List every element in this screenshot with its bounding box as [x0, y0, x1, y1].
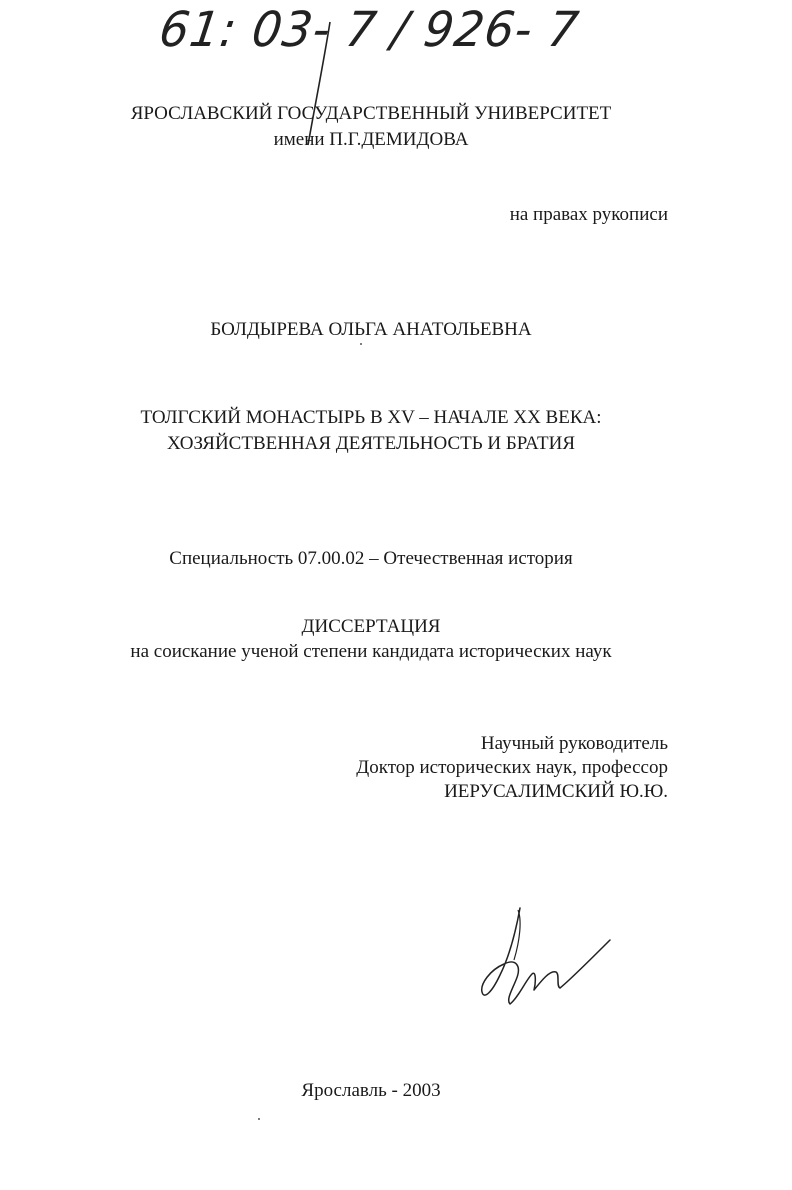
dissertation-label: ДИССЕРТАЦИЯ [301, 616, 441, 637]
signature-icon [470, 900, 620, 1020]
dissertation-title-line2: ХОЗЯЙСТВЕННАЯ ДЕЯТЕЛЬНОСТЬ И БРАТИЯ [167, 433, 575, 454]
archive-stamp-handwritten: 61: 03- 7 / 926- 7 [156, 0, 583, 58]
dissertation-title-line1: ТОЛГСКИЙ МОНАСТЫРЬ В XV – НАЧАЛЕ XX ВЕКА: [140, 407, 602, 428]
manuscript-note: на правах рукописи [509, 204, 668, 225]
advisor-degree: Доктор исторических наук, профессор [356, 757, 668, 778]
scan-speck [360, 343, 362, 345]
specialty-line: Специальность 07.00.02 – Отечественная история [169, 548, 573, 569]
dissertation-purpose: на соискание ученой степени кандидата исторических наук [130, 641, 612, 662]
author-name: БОЛДЫРЕВА ОЛЬГА АНАТОЛЬЕВНА [210, 319, 532, 340]
advisor-name: ИЕРУСАЛИМСКИЙ Ю.Ю. [444, 781, 668, 802]
advisor-role: Научный руководитель [480, 733, 668, 754]
university-named-after: имени П.Г.ДЕМИДОВА [273, 129, 469, 150]
university-name: ЯРОСЛАВСКИЙ ГОСУДАРСТВЕННЫЙ УНИВЕРСИТЕТ [130, 103, 612, 124]
city-year-footer: Ярославль - 2003 [301, 1080, 441, 1101]
scan-speck [258, 1118, 260, 1120]
